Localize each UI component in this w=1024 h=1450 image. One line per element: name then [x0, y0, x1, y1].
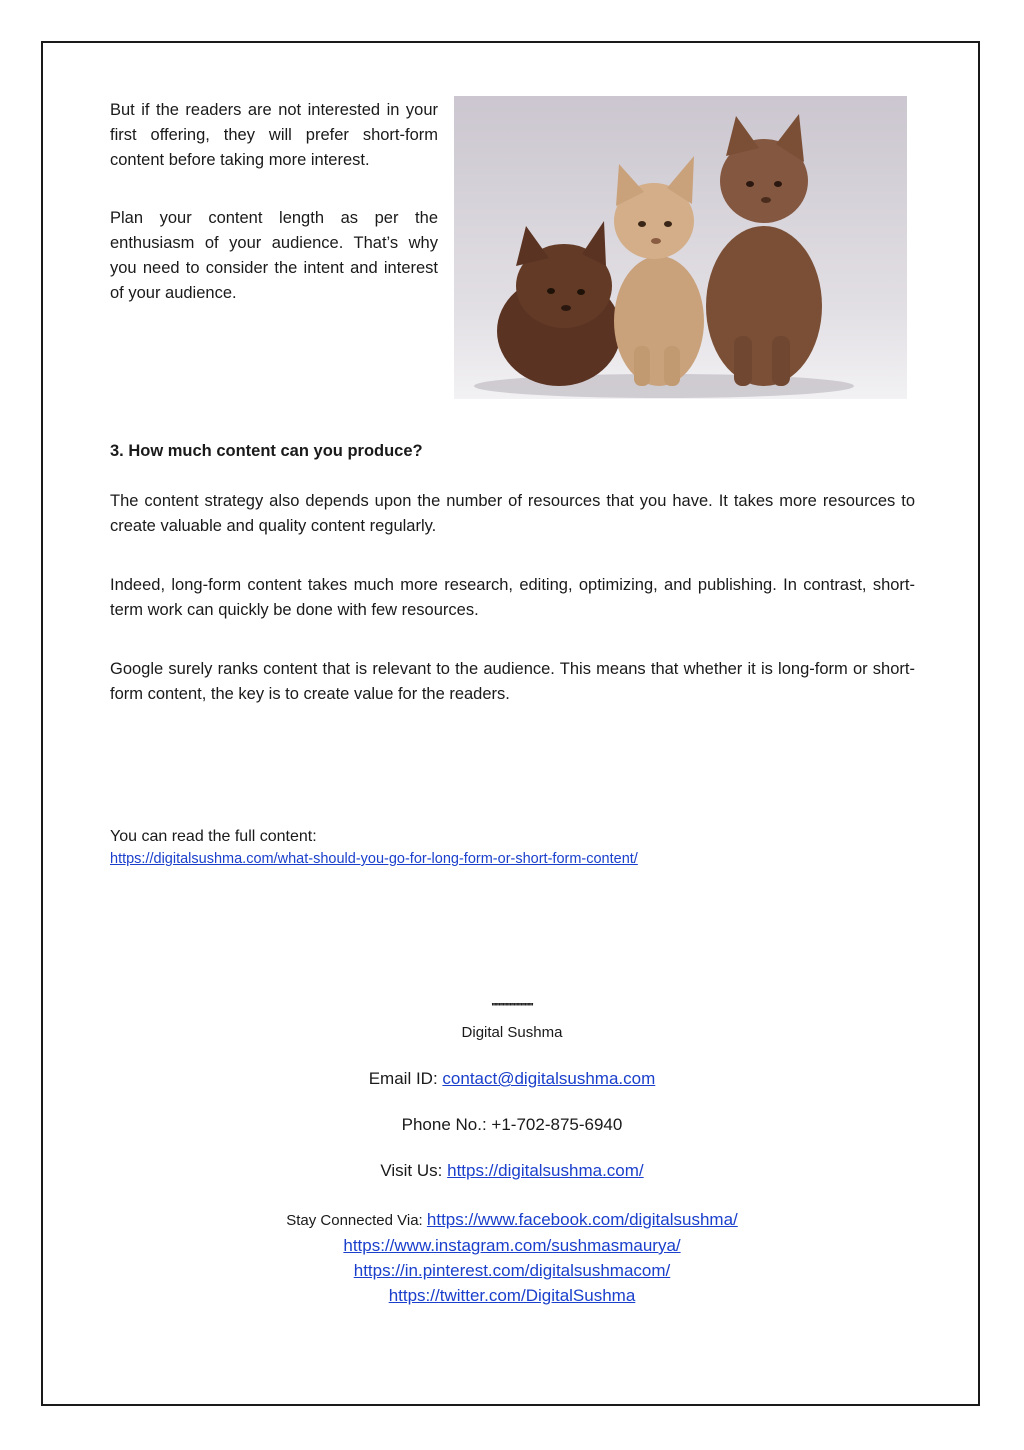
website-line — [0, 1161, 1024, 1181]
email-line — [0, 1069, 1024, 1089]
email-label: Email ID: — [368, 1069, 443, 1088]
read-more — [110, 826, 638, 870]
intro-paragraph-2: Plan your content length as per the enthusiasm of your audience. That’s why you need to consider the intent and interest of your audience. — [110, 209, 438, 302]
social-label: Stay Connected Via: — [286, 1212, 427, 1229]
kittens-photo — [454, 96, 907, 399]
facebook-line — [0, 1207, 1024, 1233]
twitter-link[interactable]: https://twitter.com/DigitalSushma — [388, 1286, 636, 1305]
intro-paragraph-1: But if the readers are not interested in your first offering, they will prefer short-form content before taking more interest. — [110, 101, 438, 169]
section-body — [110, 489, 915, 741]
section-heading: 3. How much content can you produce? — [110, 442, 423, 460]
body-paragraph-1: The content strategy also depends upon the number of resources that you have. It takes more resources to create valuable and quality content regularly. — [110, 492, 915, 535]
phone-line — [0, 1115, 1024, 1135]
social-links — [0, 1207, 1024, 1308]
email-link[interactable]: contact@digitalsushma.com — [442, 1069, 656, 1088]
brand-name: Digital Sushma — [461, 1024, 563, 1041]
facebook-link[interactable]: https://www.facebook.com/digitalsushma/ — [426, 1210, 738, 1229]
body-paragraph-3: Google surely ranks content that is relevant to the audience. This means that whether it is long-form or short-form content, the key is to create value for the readers. — [110, 660, 915, 703]
signature-mark: '''''''''''''''''''''''''''''' — [491, 1002, 533, 1013]
phone-number: +1-702-875-6940 — [491, 1115, 623, 1134]
instagram-link[interactable]: https://www.instagram.com/sushmasmaurya/ — [343, 1236, 681, 1255]
website-label: Visit Us: — [380, 1161, 448, 1180]
pinterest-link[interactable]: https://in.pinterest.com/digitalsushmacom/ — [353, 1261, 671, 1280]
full-content-link[interactable]: https://digitalsushma.com/what-should-you-go-for-long-form-or-short-form-content/ — [110, 851, 638, 867]
website-link[interactable]: https://digitalsushma.com/ — [447, 1161, 644, 1180]
intro-text — [110, 98, 438, 339]
read-more-label: You can read the full content: — [110, 828, 317, 845]
phone-label: Phone No.: — [401, 1115, 492, 1134]
body-paragraph-2: Indeed, long-form content takes much more research, editing, optimizing, and publishing. In contrast, short-term work can quickly be done with few resources. — [110, 576, 915, 619]
